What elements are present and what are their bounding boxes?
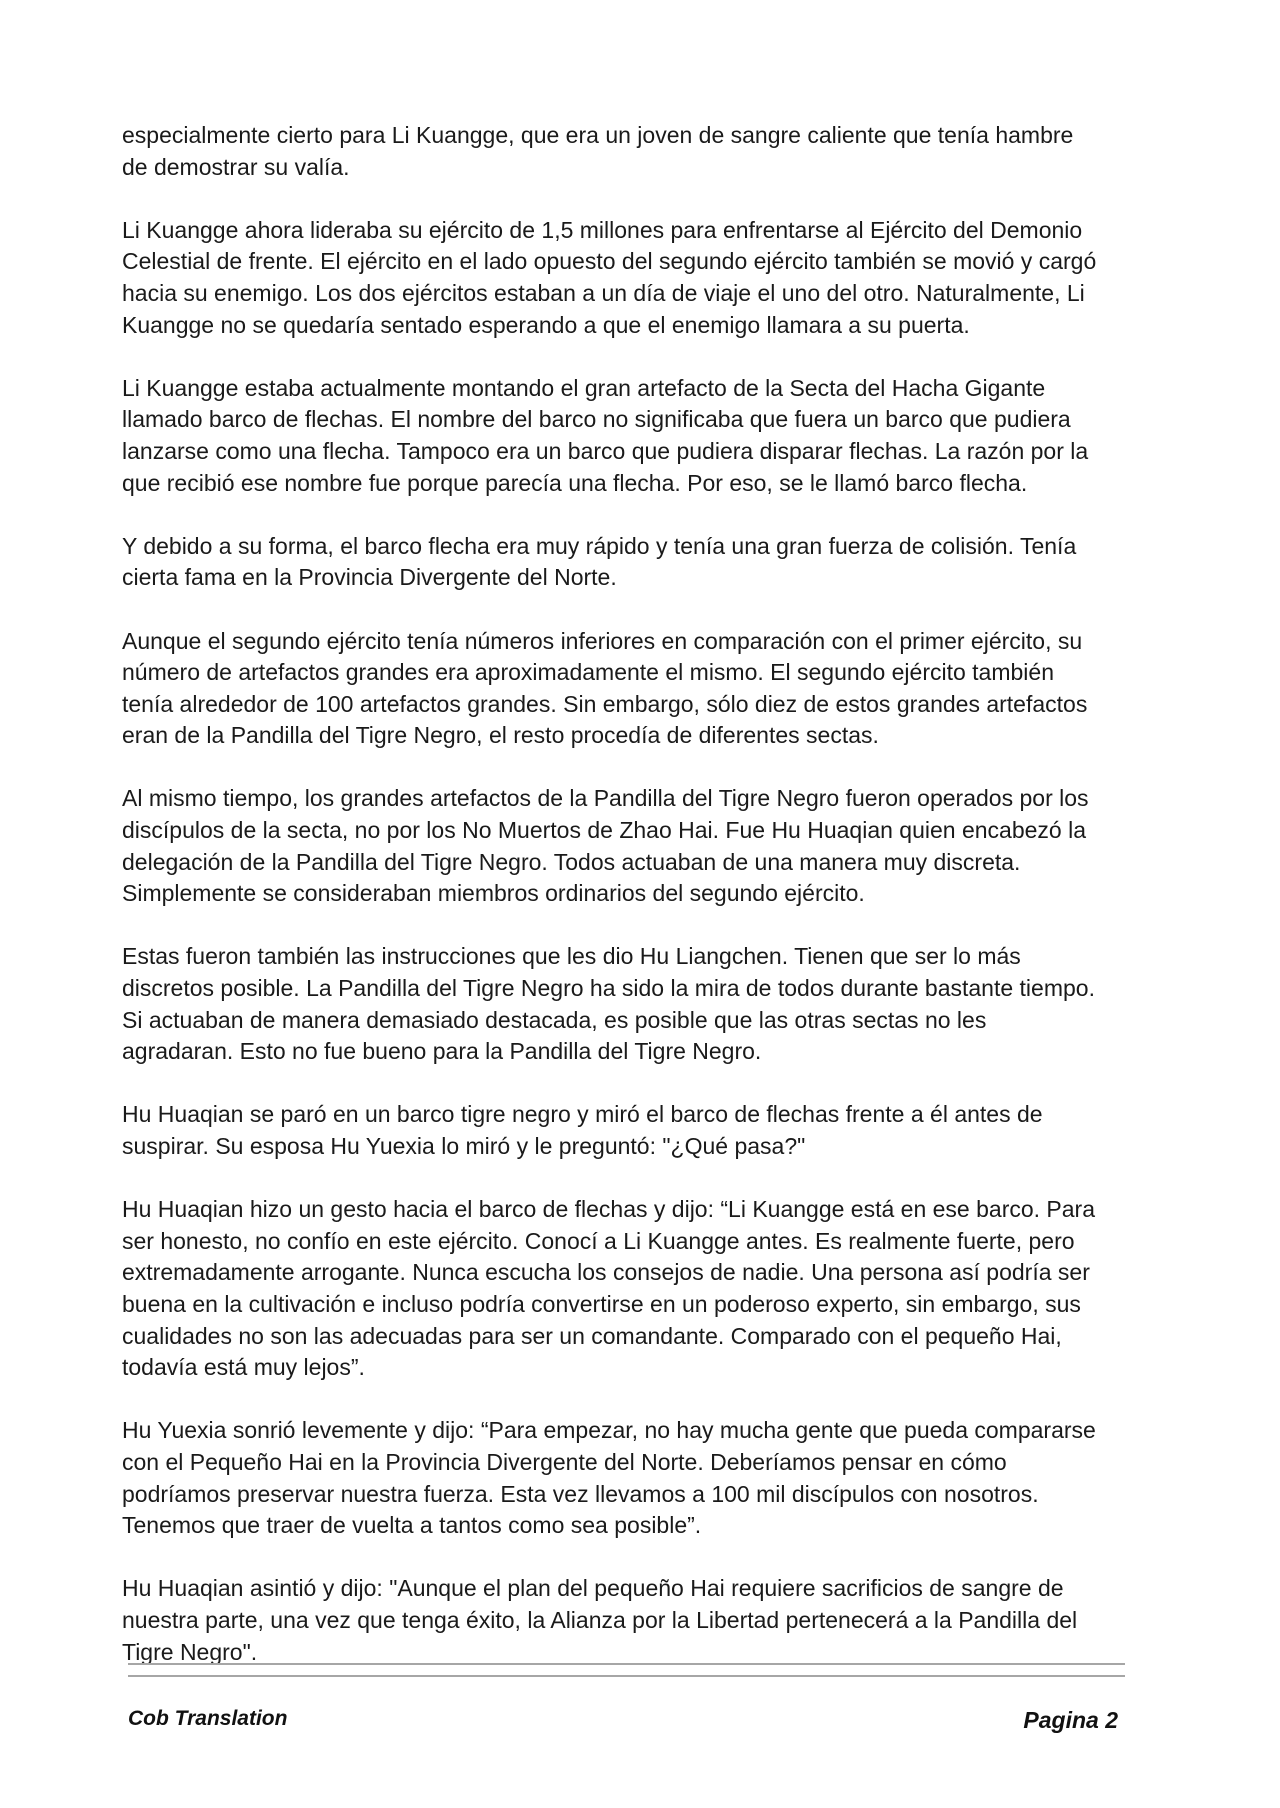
paragraph-11: Hu Huaqian asintió y dijo: "Aunque el plan del pequeño Hai requiere sacrificios de sangre de nuestra parte, una vez que tenga éxito, la Alianza por la Libertad pertenecerá a la Pandilla del Tigre Negro". [122,1575,1078,1665]
paragraph-9: Hu Huaqian hizo un gesto hacia el barco de flechas y dijo: “Li Kuangge está en ese barco. Para ser honesto, no confío en este ejército. Conocí a Li Kuangge antes. Es realmente fuerte, pero extremadamente arrogante. Nunca escucha los consejos de nadie. Una persona así podría ser buena en la cultivación e incluso podría convertirse en un poderoso experto, sin embargo, sus cualidades no son las adecuadas para ser un comandante. Comparado con el pequeño Hai, todavía está muy lejos”. [122,1196,1096,1381]
paragraph-4: Y debido a su forma, el barco flecha era muy rápido y tenía una gran fuerza de colisión. Tenía cierta fama en la Provincia Divergente del Norte. [122,532,1077,591]
footer-credit: Cob Translation [128,1707,288,1730]
footer-divider-bottom [128,1675,1125,1677]
paragraph-5: Aunque el segundo ejército tenía números inferiores en comparación con el primer ejército, su número de artefactos grandes era aproximadamente el mismo. El segundo ejército también tenía alrededor de 100 artefactos grandes. Sin embargo, sólo diez de estos grandes artefactos eran de la Pandilla del Tigre Negro, el resto procedía de diferentes sectas. [122,627,1088,749]
paragraph-6: Al mismo tiempo, los grandes artefactos de la Pandilla del Tigre Negro fueron operados por los discípulos de la secta, no por los No Muertos de Zhao Hai. Fue Hu Huaqian quien encabezó la delegación de la Pandilla del Tigre Negro. Todos actuaban de una manera muy discreta. Simplemente se consideraban miembros ordinarios del segundo ejército. [122,785,1089,907]
paragraph-3: Li Kuangge estaba actualmente montando el gran artefacto de la Secta del Hacha Gigante llamado barco de flechas. El nombre del barco no significaba que fuera un barco que pudiera lanzarse como una flecha. Tampoco era un barco que pudiera disparar flechas. La razón por la que recibió ese nombre fue porque parecía una flecha. Por eso, se le llamó barco flecha. [122,374,1089,496]
paragraph-8: Hu Huaqian se paró en un barco tigre negro y miró el barco de flechas frente a él antes de suspirar. Su esposa Hu Yuexia lo miró y le preguntó: "¿Qué pasa?" [122,1101,1043,1159]
paragraph-10: Hu Yuexia sonrió levemente y dijo: “Para empezar, no hay mucha gente que pueda compararse con el Pequeño Hai en la Provincia Divergente del Norte. Deberíamos pensar en cómo podríamos preservar nuestra fuerza. Esta vez llevamos a 100 mil discípulos con nosotros. Tenemos que traer de vuelta a tantos como sea posible”. [122,1417,1096,1539]
footer-page-number: Pagina 2 [1023,1707,1118,1733]
document-body [122,120,1132,1700]
paragraph-1: especialmente cierto para Li Kuangge, que era un joven de sangre caliente que tenía hambre de demostrar su valía. [122,122,1074,180]
footer-divider-top [128,1663,1125,1665]
paragraph-7: Estas fueron también las instrucciones que les dio Hu Liangchen. Tienen que ser lo más discretos posible. La Pandilla del Tigre Negro ha sido la mira de todos durante bastante tiempo. Si actuaban de manera demasiado destacada, es posible que las otras sectas no les agradaran. Esto no fue bueno para la Pandilla del Tigre Negro. [122,943,1095,1065]
paragraph-2: Li Kuangge ahora lideraba su ejército de 1,5 millones para enfrentarse al Ejército del Demonio Celestial de frente. El ejército en el lado opuesto del segundo ejército también se movió y cargó hacia su enemigo. Los dos ejércitos estaban a un día de viaje el uno del otro. Naturalmente, Li Kuangge no se quedaría sentado esperando a que el enemigo llamara a su puerta. [122,216,1097,338]
